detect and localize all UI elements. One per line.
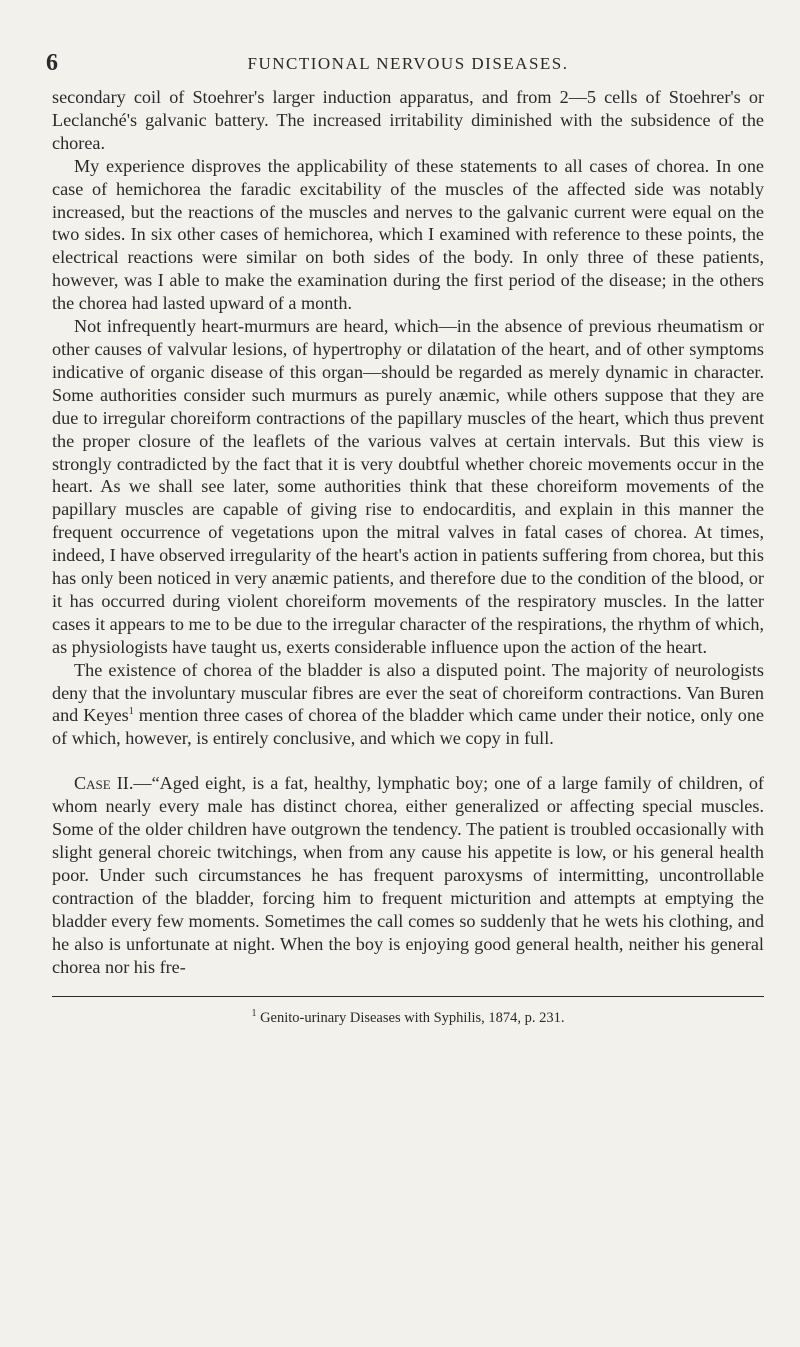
- footnote-divider: [52, 996, 764, 997]
- page-number: 6: [46, 50, 58, 76]
- paragraph-continuation: secondary coil of Stoehrer's larger induction apparatus, and from 2—5 cells of Stoehrer's or Leclanché's galvanic battery. The increased irritability diminished with the subsidence of the chorea.: [52, 87, 764, 153]
- footnote: [52, 1009, 764, 1027]
- paragraph-electrical-reactions: My experience disproves the applicability of these statements to all cases of chorea. In one case of hemichorea the faradic excitability of the muscles of the affected side was notably increased, but the reactions of the muscles and nerves to the galvanic current were equal on the two sides. In six other cases of hemichorea, which I examined with reference to these points, the electrical reactions were similar on both sides of the body. In only three of these patients, however, was I able to make the examination during the first period of the disease; in the others the chorea had lasted upward of a month.: [52, 155, 764, 314]
- paragraph-bladder-chorea: [52, 659, 764, 751]
- case-text: —“Aged eight, is a fat, healthy, lymphatic boy; one of a large family of children, of whom nearly every male has distinct chorea, either generalized or affecting special muscles. Some of the older children have outgrown the tendency. The patient is troubled occasionally with slight general choreic twitchings, when from any cause his appetite is low, or his general health poor. Under such circumstances he has frequent paroxysms of intermitting, uncontrollable contraction of the bladder, forcing him to frequent micturition and attempts at emptying the bladder every few moments. Sometimes the call comes so suddenly that he wets his clothing, and he also is unfortunate at night. When the boy is enjoying good general health, neither his general chorea nor his fre-: [52, 773, 764, 977]
- bladder-text-part-2: mention three cases of chorea of the bladder which came under their notice, only one of which, however, is entirely conclusive, and which we copy in full.: [52, 705, 764, 749]
- paragraph-case-two: [52, 772, 764, 978]
- footnote-reference: 1: [128, 706, 134, 718]
- body-text: [52, 86, 764, 978]
- footnote-text: Genito-urinary Diseases with Syphilis, 1874, p. 231.: [256, 1010, 565, 1027]
- bladder-text-part-1: The existence of chorea of the bladder is also a disputed point. The majority of neurologists deny that the involuntary muscular fibres are ever the seat of choreiform contractions. Van Buren and Keyes: [52, 659, 764, 726]
- paragraph-heart-murmurs: Not infrequently heart-murmurs are heard, which—in the absence of previous rheumatism or other causes of valvular lesions, of hypertrophy or dilatation of the heart, and of other symptoms indicative of organic disease of this organ—should be regarded as merely dynamic in character. Some authorities consider such murmurs as purely anæmic, while others suppose that they are due to irregular choreiform contractions of the papillary muscles of the heart, which thus prevent the proper closure of the leaflets of the various valves at certain intervals. But this view is strongly contradicted by the fact that it is very doubtful whether choreic movements occur in the heart. As we shall see later, some authorities think that these choreiform movements of the papillary muscles are capable of giving rise to endocarditis, and explain in this manner the frequent occurrence of vegetations upon the mitral valves in fatal cases of chorea. At times, indeed, I have observed irregularity of the heart's action in patients suffering from chorea, but this has only been noticed in very anæmic patients, and therefore due to the condition of the blood, or it has occurred during violent choreiform movements of the respiratory muscles. In the latter cases it appears to me to be due to the irregular character of the respirations, the rhythm of which, as physiologists have taught us, exerts considerable influence upon the action of the heart.: [52, 316, 764, 657]
- case-label: Case II.: [74, 773, 134, 794]
- page-header: [46, 50, 764, 76]
- running-head: FUNCTIONAL NERVOUS DISEASES.: [247, 54, 569, 73]
- footnote-marker: 1: [251, 1008, 257, 1020]
- book-page: [46, 50, 764, 1027]
